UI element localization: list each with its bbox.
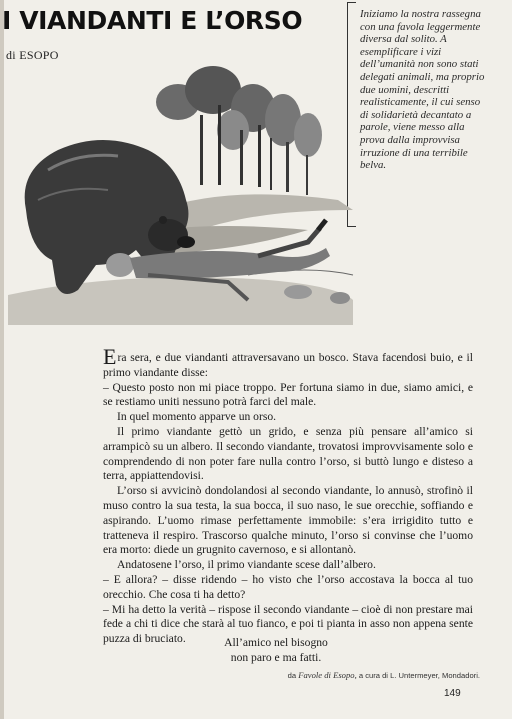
moral (0, 636, 512, 665)
intro-sidebar (347, 2, 498, 227)
background-trees (156, 66, 322, 195)
story-paragraph: Il primo viandante gettò un grido, e senza più pensare all’amico si arrampicò su un albero. Il secondo viandante, trovatosi improvvisamente solo e comprendendo di non poter fare nulla contro l’orso, si buttò lungo e disteso a terra, appiattendovisi. (103, 424, 473, 483)
stone (284, 285, 312, 299)
moral-line: All’amico nel bisogno (224, 636, 328, 649)
page-number: 149 (444, 688, 461, 699)
intro-text: Iniziamo la nostra rassegna con una favola leggermente diversa dal solito. A esemplificare i vizi dell’umanità non sono stati delegati animali, ma proprio due uomini, descritti realisticamente, il cui senso di solidarietà decantato a parole, viene messo alla prova dalla improvvisa irruzione di una terribile belva. (360, 8, 485, 172)
moral-line: non paro e ma fatti. (230, 650, 322, 664)
story-paragraph: – Mi ha detto la verità – rispose il secondo viandante – cioè di non prestare mai fede a chi ti dice che starà al tuo fianco, e poi ti pianta in asso non appena sente puzza di bruciato. (103, 602, 473, 646)
page-edge (0, 0, 4, 719)
page-title: I VIANDANTI E L’ORSO (2, 6, 303, 35)
story-paragraph: – Questo posto non mi piace troppo. Per fortuna siamo in due, siamo amici, e se restiamo uniti nessuno potrà farci del male. (103, 380, 473, 409)
story-text (103, 344, 473, 647)
story-paragraph: Era sera, e due viandanti attraversavano un bosco. Stava facendosi buio, e il primo viandante disse: (103, 344, 473, 379)
story-paragraph: L’orso si avvicinò dondolandosi al secondo viandante, lo annusò, strofinò il muso contro la sua testa, la sua bocca, il suo naso, le sue orecchie, soffiando e aspirando. L’uomo rimase perfettamente immobile: s’era irrigidito tutto e tratteneva il respiro. Trascorso qualche minuto, l’orso si convinse che l’uomo era morto: diede un grugnito cavernoso, e si allontanò. (103, 484, 473, 557)
author-line: di ESOPO (6, 48, 59, 62)
story-paragraph: Andatosene l’orso, il primo viandante scese dall’albero. (117, 558, 376, 572)
story-paragraph: – E allora? – disse ridendo – ho visto che l’orso accostava la bocca al tuo orecchio. Che cosa ti ha detto? (103, 572, 473, 601)
bear-illustration (8, 60, 358, 325)
sidebar-rule-top (348, 2, 356, 3)
stone (330, 292, 350, 304)
story-paragraph: In quel momento apparve un orso. (117, 410, 277, 424)
source-citation: da Favole di Esopo, a cura di L. Untermeyer, Mondadori. (287, 670, 480, 680)
drop-cap: E (103, 344, 117, 369)
